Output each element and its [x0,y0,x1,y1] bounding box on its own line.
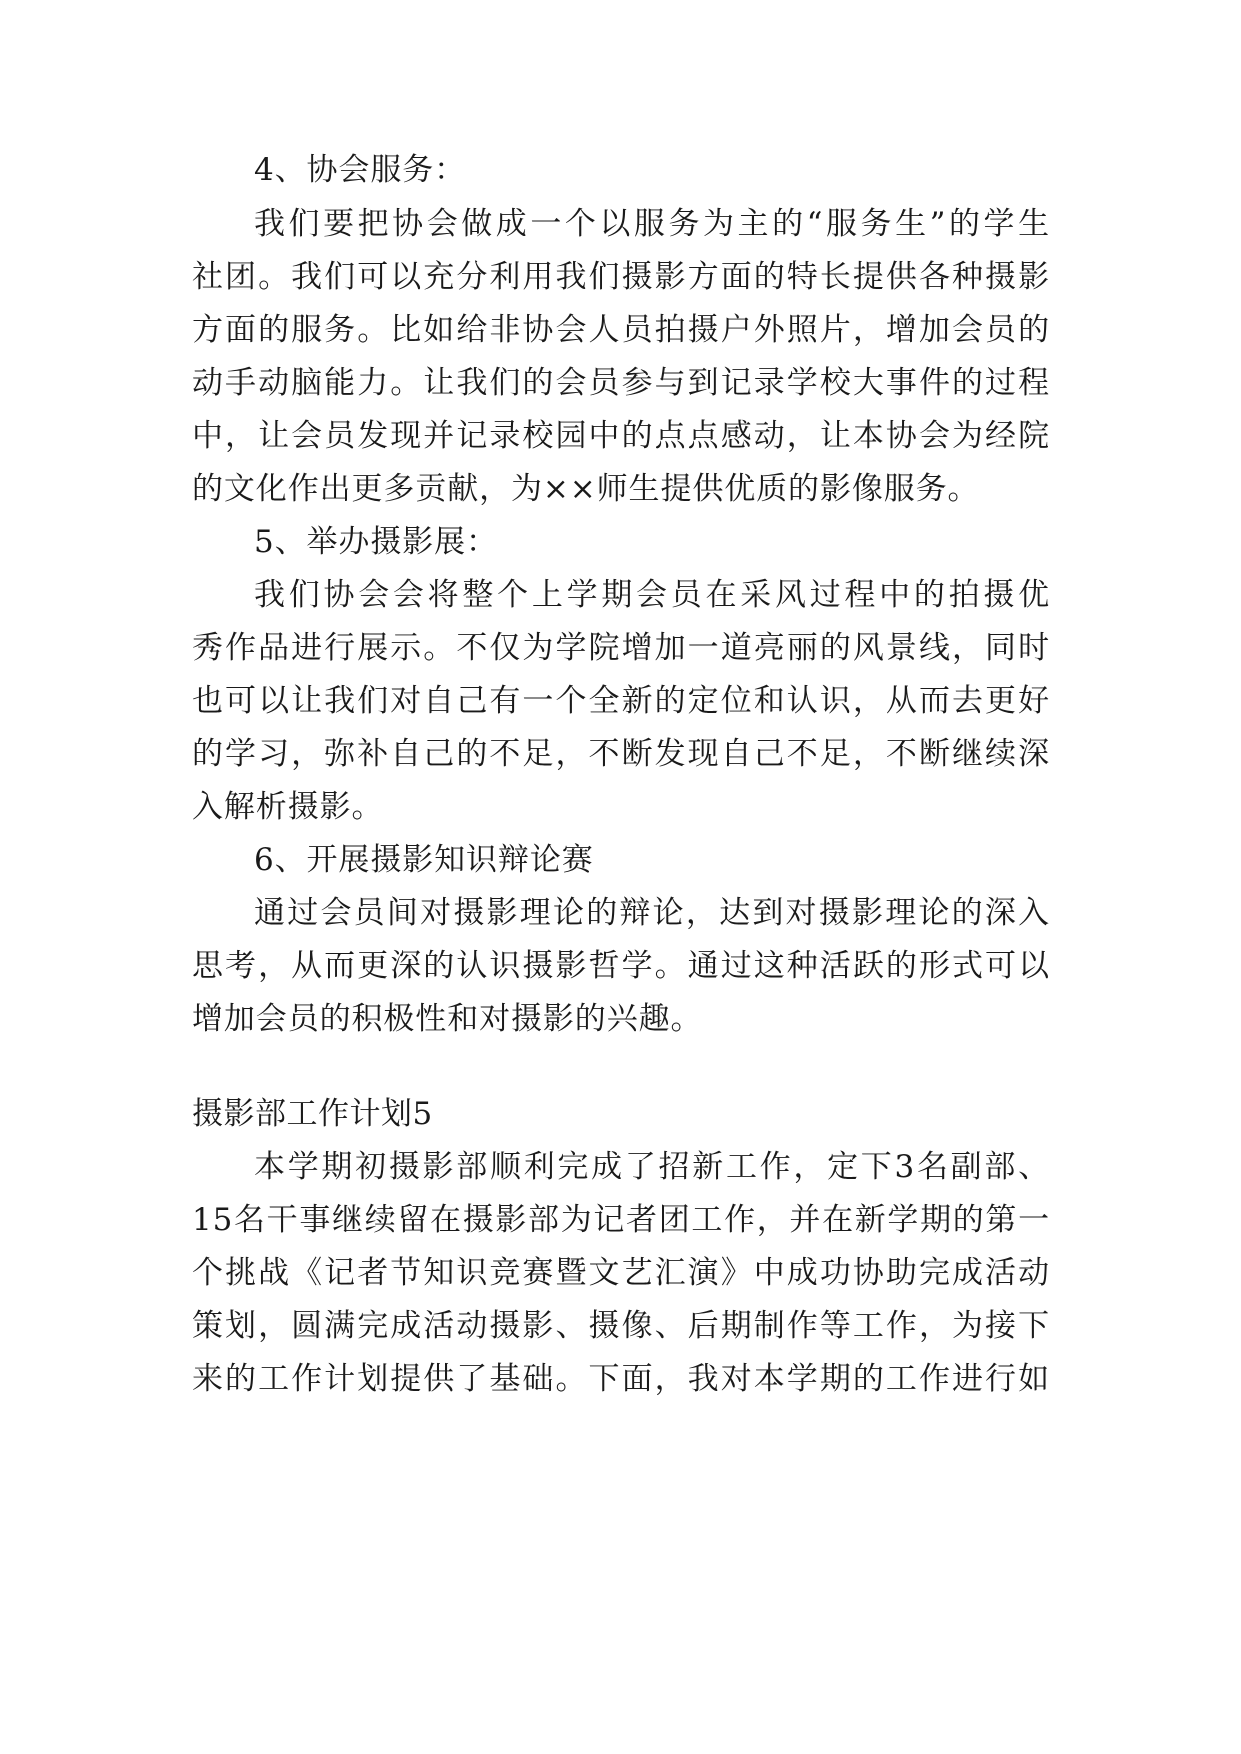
paragraph-line: 入解析摄影。 [192,789,384,825]
paragraph-line: 我们协会会将整个上学期会员在采风过程中的拍摄优 [254,577,1050,613]
paragraph-line: 本学期初摄影部顺利完成了招新工作，定下3名副部、 [254,1149,1050,1185]
paragraph-line: 来的工作计划提供了基础。下面，我对本学期的工作进行如 [192,1361,1050,1397]
document-title: 摄影部工作计划5 [192,1096,433,1132]
paragraph-line: 15名干事继续留在摄影部为记者团工作，并在新学期的第一 [192,1202,1050,1238]
paragraph-line: 思考，从而更深的认识摄影哲学。通过这种活跃的形式可以 [192,948,1050,984]
paragraph-line: 秀作品进行展示。不仅为学院增加一道亮丽的风景线，同时 [192,630,1050,666]
paragraph-line: 我们要把协会做成一个以服务为主的“服务生”的学生 [254,206,1050,242]
paragraph-line: 的学习，弥补自己的不足，不断发现自己不足，不断继续深 [192,736,1050,772]
paragraph-line: 社团。我们可以充分利用我们摄影方面的特长提供各种摄影 [192,259,1050,295]
paragraph-line: 也可以让我们对自己有一个全新的定位和认识，从而去更好 [192,683,1050,719]
paragraph-line: 增加会员的积极性和对摄影的兴趣。 [192,1001,703,1037]
section-heading-4: 4、协会服务： [254,152,467,188]
paragraph-line: 策划，圆满完成活动摄影、摄像、后期制作等工作，为接下 [192,1308,1050,1344]
paragraph-line: 动手动脑能力。让我们的会员参与到记录学校大事件的过程 [192,365,1050,401]
paragraph-line: 方面的服务。比如给非协会人员拍摄户外照片，增加会员的 [192,312,1050,348]
section-heading-5: 5、举办摄影展： [254,524,498,560]
paragraph-line: 个挑战《记者节知识竞赛暨文艺汇演》中成功协助完成活动 [192,1255,1050,1291]
paragraph-line: 通过会员间对摄影理论的辩论，达到对摄影理论的深入 [254,895,1050,931]
paragraph-line: 中，让会员发现并记录校园中的点点感动，让本协会为经院 [192,418,1050,454]
paragraph-line: 的文化作出更多贡献，为××师生提供优质的影像服务。 [192,471,980,507]
section-heading-6: 6、开展摄影知识辩论赛 [254,842,594,878]
